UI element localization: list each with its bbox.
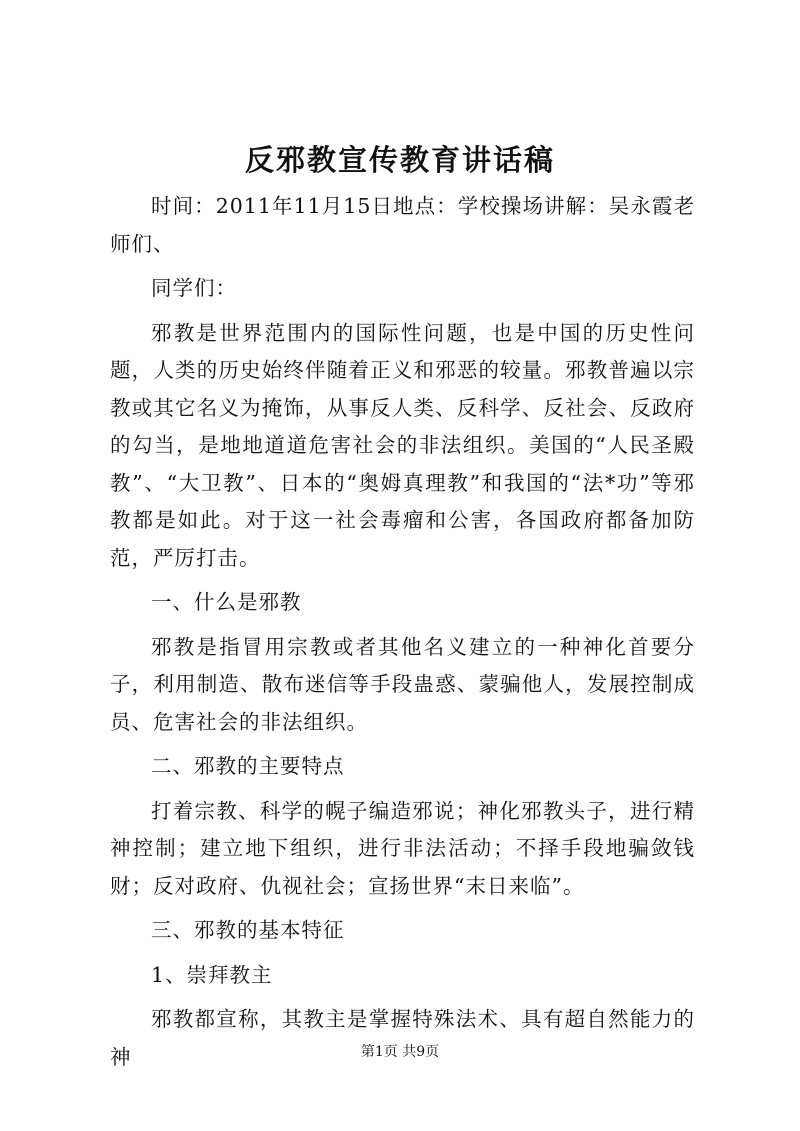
paragraph-definition: 邪教是指冒用宗教或者其他名义建立的一种神化首要分子，利用制造、散布迷信等手段蛊惑、蒙骗他人，发展控制成员、危害社会的非法组织。 [110,634,695,734]
page-number-footer: 第1页 共9页 [360,1044,440,1060]
subsection-heading-worship-leader: 1、崇拜教主 [151,962,273,987]
paragraph-time-location: 时间：2011年11月15日地点：学校操场讲解：吴永霞老师们、 [110,194,695,256]
paragraph-main-features: 打着宗教、科学的幌子编造邪说；神化邪教头子，进行精神控制；建立地下组织，进行非法活动；不择手段地骗敛钱财；反对政府、仇视社会；宣扬世界“末日来临”。 [110,798,695,898]
document-body [110,188,695,1083]
paragraph-greeting: 同学们： [151,276,237,300]
section-heading-basic-characteristics: 三、邪教的基本特征 [151,918,345,942]
section-heading-what-is: 一、什么是邪教 [151,590,302,614]
document-title: 反邪教宣传教育讲话稿 [244,143,555,177]
paragraph-worship-leader: 邪教都宣称，其教主是掌握特殊法术、具有超自然能力的神 [110,1007,695,1069]
section-heading-main-features: 二、邪教的主要特点 [151,754,345,778]
paragraph-introduction: 邪教是世界范围内的国际性问题，也是中国的历史性问题，人类的历史始终伴随着正义和邪恶的较量。邪教普遍以宗教或其它名义为掩饰，从事反人类、反科学、反社会、反政府的勾当，是地地道道危害社会的非法组织。美国的“人民圣殿教”、“大卫教”、日本的“奥姆真理教”和我国的“法*功”等邪教都是如此。对于这一社会毒瘤和公害，各国政府都备加防范，严厉打击。 [110,320,695,570]
